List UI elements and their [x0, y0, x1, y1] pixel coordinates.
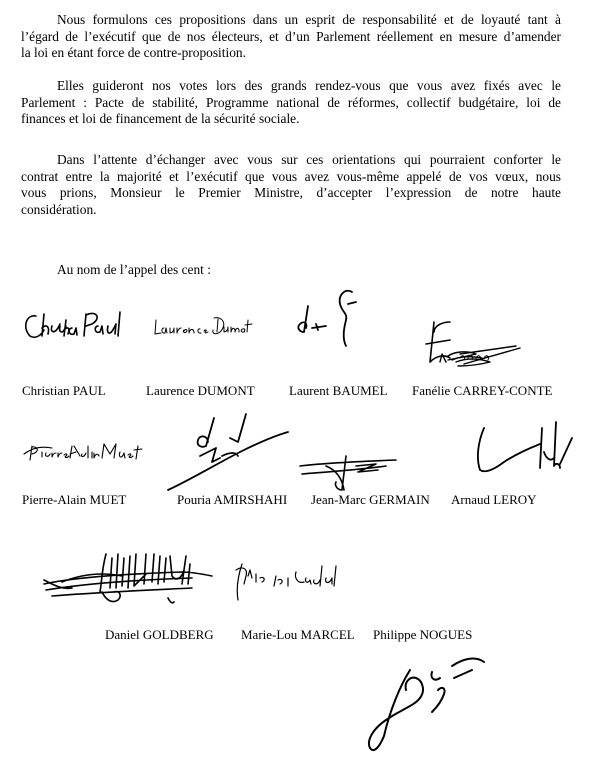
paragraph-2-line-1: Elles guideront nos votes lors des grands rendez-vous que vous avez fixés avec le: [57, 78, 561, 93]
signature-pierre-alain-muet: [22, 432, 152, 472]
signatory-philippe-nogues: Philippe NOGUES: [373, 627, 473, 642]
signatory-jean-marc-germain: Jean-Marc GERMAIN: [311, 492, 430, 507]
paragraph-1-line-1: Nous formulons ces propositions dans un esprit de responsabilité et de loyauté tant à: [57, 12, 561, 27]
paragraph-1: [21, 12, 561, 62]
paragraph-2-line-2: Parlement : Pacte de stabilité, Programme national de réformes, collectif budgétaire, loi de: [21, 94, 561, 110]
signatories-intro: Au nom de l’appel des cent :: [57, 262, 211, 277]
signature-daniel-goldberg: [42, 544, 232, 616]
signatory-laurence-dumont: Laurence DUMONT: [146, 383, 255, 398]
signatory-laurent-baumel: Laurent BAUMEL: [289, 383, 388, 398]
signatory-arnaud-leroy: Arnaud LEROY: [451, 492, 537, 507]
signatory-christian-paul: Christian PAUL: [22, 383, 106, 398]
paragraph-3-line-4: considération.: [21, 201, 97, 217]
paragraph-3-line-3: vous prions, Monsieur le Premier Ministre, d’accepter l’expression de notre haute: [21, 185, 561, 201]
signature-christian-paul: [20, 306, 130, 346]
signature-jean-marc-germain: [296, 446, 416, 496]
paragraph-3: [21, 152, 561, 218]
signature-laurent-baumel: [292, 284, 372, 354]
signature-marie-lou-marcel: [226, 556, 356, 608]
signatory-fanelie-carrey-conte: Fanélie CARREY-CONTE: [412, 383, 553, 398]
signatory-daniel-goldberg: Daniel GOLDBERG: [105, 627, 214, 642]
paragraph-1-line-2: l’égard de l’exécutif que de nos électeurs, et d’un Parlement réellement en mesure d’amender: [21, 28, 561, 44]
signatory-marie-lou-marcel: Marie-Lou MARCEL: [241, 627, 355, 642]
paragraph-3-line-1: Dans l’attente d’échanger avec vous sur ces orientations qui pourraient conforter le: [57, 152, 561, 167]
paragraph-3-line-2: contrat entre la majorité et l’exécutif que vous avez vous-même appelé de vos vœux, nous: [21, 168, 561, 184]
signatory-pouria-amirshahi: Pouria AMIRSHAHI: [177, 492, 288, 507]
signature-pouria-amirshahi: [160, 412, 300, 497]
signature-fanelie-carrey-conte: [420, 318, 530, 378]
signatory-pierre-alain-muet: Pierre-Alain MUET: [22, 492, 127, 507]
signature-philippe-nogues: [360, 650, 510, 758]
signature-laurence-dumont: [152, 310, 260, 344]
paragraph-1-line-3: la loi en étant force de contre-proposition.: [21, 45, 246, 61]
paragraph-2-line-3: finances et loi de financement de la sécurité sociale.: [21, 111, 300, 127]
signature-arnaud-leroy: [460, 418, 580, 490]
paragraph-2: [21, 78, 561, 128]
